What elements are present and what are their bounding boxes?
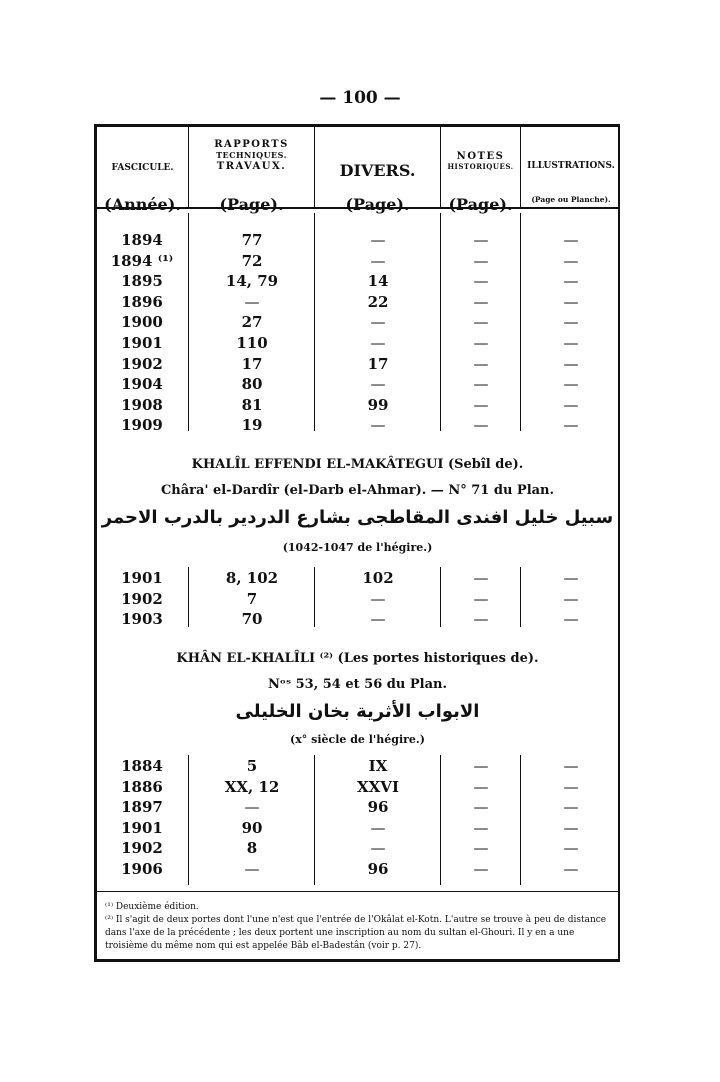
illustrations-cell: —	[563, 818, 579, 837]
divers-cell: 96	[367, 860, 389, 878]
illustrations-cell: —	[563, 757, 579, 775]
table-row	[97, 569, 618, 589]
illustrations-cell: —	[563, 839, 579, 858]
year-cell: 1901	[121, 818, 163, 837]
notes-cell: —	[473, 292, 489, 311]
footnote-1: ⁽¹⁾ Deuxième édition.	[105, 902, 199, 912]
table-row	[97, 757, 618, 777]
notes-cell: —	[473, 375, 489, 394]
divers-cell: —	[370, 251, 386, 270]
year-cell: 1902	[121, 839, 163, 858]
divers-cell: IX	[368, 757, 388, 775]
table-row	[97, 252, 618, 272]
table-row	[97, 375, 618, 395]
section2-dates: (1042-1047 de l'hégire.)	[282, 541, 433, 554]
year-cell: 1894	[121, 231, 163, 249]
notes-cell: —	[473, 354, 489, 373]
illustrations-cell: —	[563, 589, 579, 608]
section2-subtitle: Châra' el-Dardîr (el-Darb el-Ahmar). — N° 71 du Plan.	[160, 483, 555, 498]
divers-cell: —	[370, 313, 386, 332]
header-divers: DIVERS.	[339, 161, 416, 180]
year-cell: 1884	[121, 757, 163, 775]
illustrations-cell: —	[563, 860, 579, 878]
table-row	[97, 798, 618, 818]
year-cell: 1897	[121, 798, 163, 817]
divers-cell: —	[370, 416, 386, 435]
rapports-cell: —	[244, 798, 260, 817]
notes-cell: —	[473, 395, 489, 414]
divers-cell: 14	[367, 272, 389, 291]
rapports-cell: 17	[241, 354, 263, 373]
table-row	[97, 355, 618, 375]
illustrations-cell: —	[563, 334, 579, 352]
divers-cell: —	[370, 375, 386, 394]
rapports-cell: 19	[241, 416, 263, 435]
year-cell: 1909	[121, 416, 163, 435]
rapports-cell: 8, 102	[225, 569, 279, 587]
section3-subtitle: Nᵒˢ 53, 54 et 56 du Plan.	[268, 677, 447, 692]
table-row	[97, 590, 618, 610]
divers-cell: 99	[367, 395, 389, 414]
illustrations-cell: —	[563, 777, 579, 796]
table-row	[97, 416, 618, 436]
section3-arabic: الابواب الأثرية بخان الخليلى	[235, 701, 480, 722]
divers-cell: —	[370, 589, 386, 608]
notes-cell: —	[473, 272, 489, 291]
rapports-cell: 7	[246, 589, 258, 608]
rapports-cell: 70	[241, 610, 263, 628]
notes-cell: —	[473, 777, 489, 796]
year-cell: 1900	[121, 313, 163, 332]
year-cell: 1906	[121, 860, 163, 878]
header-fascicule: FASCICULE.	[111, 163, 174, 173]
divers-cell: 22	[367, 292, 389, 311]
year-cell: 1895	[121, 272, 163, 291]
year-cell: 1908	[121, 395, 163, 414]
year-cell: 1902	[121, 354, 163, 373]
illustrations-cell: —	[563, 354, 579, 373]
section2-title: KHALÎL EFFENDI EL-MAKÂTEGUI (Sebîl de).	[191, 457, 524, 472]
footnote-2: ⁽²⁾ Il s'agit de deux portes dont l'une n'est que l'entrée de l'Okâlat el-Kotn. L'autre se trouve à peu de distance dans l'axe de la précédente ; les deux portent une inscription au nom du sultan el-Ghouri. Il y en a une troisième du même nom qui est appelée Bâb el-Badestân (voir p. 27).	[105, 915, 607, 951]
header-illustrations: ILLUSTRATIONS.	[527, 161, 615, 171]
divers-cell: —	[370, 839, 386, 858]
year-cell: 1904	[121, 375, 163, 394]
section3-title: KHÂN EL-KHALÎLI ⁽²⁾ (Les portes historiques de).	[176, 651, 539, 666]
notes-cell: —	[473, 610, 489, 628]
illustrations-cell: —	[563, 251, 579, 270]
illustrations-cell: —	[563, 375, 579, 394]
notes-cell: —	[473, 839, 489, 858]
notes-cell: —	[473, 231, 489, 249]
table-row	[97, 313, 618, 333]
year-cell: 1894 ⁽¹⁾	[110, 251, 174, 270]
rapports-cell: 72	[241, 251, 263, 270]
notes-cell: —	[473, 334, 489, 352]
rapports-cell: XX, 12	[224, 777, 280, 796]
year-cell: 1903	[121, 610, 163, 628]
header-notes-sub: (Page).	[448, 195, 513, 214]
header-rapports: RAPPORTS TECHNIQUES. TRAVAUX.	[214, 139, 289, 172]
table-row	[97, 819, 618, 839]
notes-cell: —	[473, 757, 489, 775]
rapports-cell: —	[244, 292, 260, 311]
year-cell: 1896	[121, 292, 163, 311]
divers-cell: 96	[367, 798, 389, 817]
divers-cell: —	[370, 610, 386, 628]
divers-cell: —	[370, 334, 386, 352]
section2-arabic: سبيل خليل افندى المقاطجى بشارع الدردير بالدرب الاحمر	[101, 507, 614, 528]
divers-cell: 102	[362, 569, 394, 587]
illustrations-cell: —	[563, 798, 579, 817]
illustrations-cell: —	[563, 416, 579, 435]
rapports-cell: 81	[241, 395, 263, 414]
notes-cell: —	[473, 313, 489, 332]
header-fascicule-sub: (Année).	[104, 195, 181, 214]
page-number: — 100 —	[319, 88, 401, 108]
divers-cell: 17	[367, 354, 389, 373]
rapports-cell: —	[244, 860, 260, 878]
notes-cell: —	[473, 416, 489, 435]
notes-cell: —	[473, 818, 489, 837]
illustrations-cell: —	[563, 231, 579, 249]
table-row	[97, 610, 618, 630]
rapports-cell: 27	[241, 313, 263, 332]
notes-cell: —	[473, 251, 489, 270]
table-row	[97, 334, 618, 354]
divers-cell: —	[370, 231, 386, 249]
notes-cell: —	[473, 589, 489, 608]
divers-cell: XXVI	[357, 777, 399, 796]
illustrations-cell: —	[563, 610, 579, 628]
header-notes: NOTES HISTORIQUES.	[447, 151, 514, 171]
header-divers-sub: (Page).	[345, 195, 410, 214]
table-row	[97, 860, 618, 880]
rapports-cell: 80	[241, 375, 263, 394]
footnotes	[105, 901, 612, 953]
rapports-cell: 8	[246, 839, 258, 858]
table-row	[97, 839, 618, 859]
table-row	[97, 231, 618, 251]
table-row	[97, 778, 618, 798]
table-row	[97, 293, 618, 313]
table-row	[97, 396, 618, 416]
illustrations-cell: —	[563, 292, 579, 311]
year-cell: 1901	[121, 569, 163, 587]
illustrations-cell: —	[563, 272, 579, 291]
notes-cell: —	[473, 569, 489, 587]
notes-cell: —	[473, 860, 489, 878]
year-cell: 1901	[121, 334, 163, 352]
rapports-cell: 5	[246, 757, 258, 775]
divers-cell: —	[370, 818, 386, 837]
notes-cell: —	[473, 798, 489, 817]
rapports-cell: 14, 79	[225, 272, 279, 291]
rapports-cell: 90	[241, 818, 263, 837]
illustrations-cell: —	[563, 313, 579, 332]
header-illustrations-sub: (Page ou Planche).	[531, 195, 611, 204]
header-rapports-sub: (Page).	[219, 195, 284, 214]
illustrations-cell: —	[563, 395, 579, 414]
year-cell: 1886	[121, 777, 163, 796]
footnote-rule	[97, 891, 618, 892]
catalog-table	[94, 124, 620, 962]
rapports-cell: 77	[241, 231, 263, 249]
illustrations-cell: —	[563, 569, 579, 587]
rapports-cell: 110	[236, 334, 268, 352]
section3-dates: (x° siècle de l'hégire.)	[290, 733, 425, 746]
table-row	[97, 272, 618, 292]
year-cell: 1902	[121, 589, 163, 608]
